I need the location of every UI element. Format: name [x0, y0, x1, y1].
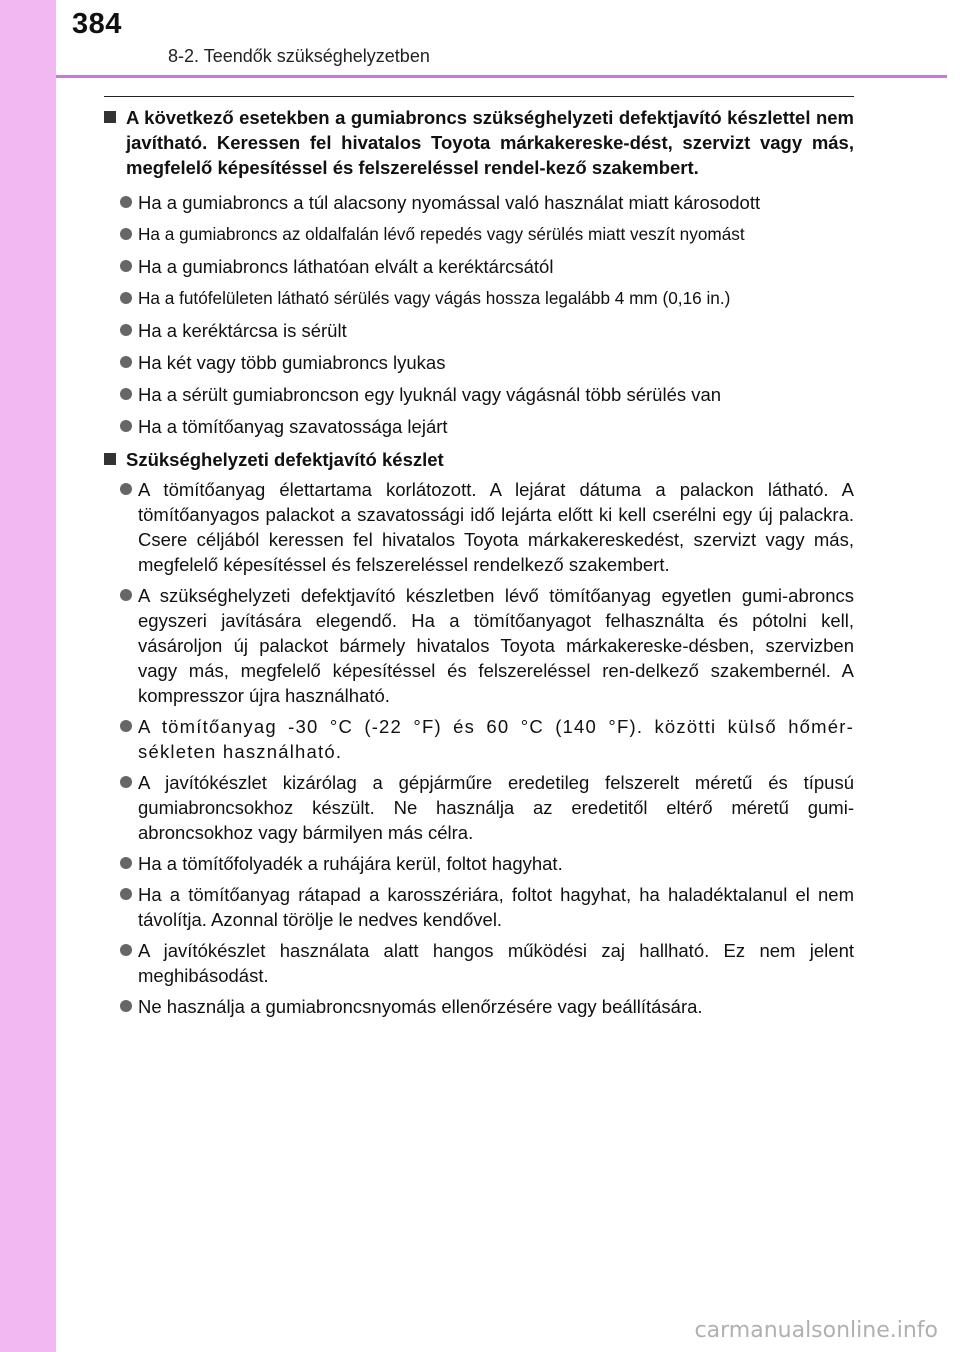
- list-item: [120, 714, 854, 764]
- list-item: [120, 583, 854, 708]
- bullet-dot-icon: [120, 292, 132, 304]
- list-item: [120, 222, 854, 247]
- bullet-list: [104, 477, 854, 1019]
- list-item-text: Ha a tömítőfolyadék a ruhájára kerül, foltot hagyhat.: [138, 853, 563, 874]
- list-item-text: A javítókészlet kizárólag a gépjárműre eredetileg felszerelt méretű és típusú gumiabroncsokhoz készült. Ne használja az eredetitől eltérő méretű gumi-abroncsokhoz vagy bármilyen más célra.: [138, 772, 854, 843]
- list-item: [120, 254, 854, 279]
- header-divider: [56, 75, 947, 78]
- section-rule: [104, 96, 854, 97]
- bullet-dot-icon: [120, 483, 132, 495]
- chapter-sidebar: [0, 0, 56, 1352]
- section-heading: [104, 447, 854, 472]
- list-item-text: Ha a gumiabroncs az oldalfalán lévő repedés vagy sérülés miatt veszít nyomást: [138, 224, 745, 244]
- list-item: [120, 318, 854, 343]
- list-item: [120, 382, 854, 407]
- list-item-text: Ha a gumiabroncs a túl alacsony nyomással való használat miatt károsodott: [138, 192, 761, 213]
- bullet-dot-icon: [120, 589, 132, 601]
- list-item: [120, 882, 854, 932]
- bullet-dot-icon: [120, 228, 132, 240]
- list-item-text: Ha két vagy több gumiabroncs lyukas: [138, 352, 446, 373]
- bullet-dot-icon: [120, 196, 132, 208]
- bullet-dot-icon: [120, 857, 132, 869]
- list-item: [120, 414, 854, 439]
- bullet-dot-icon: [120, 356, 132, 368]
- list-item-text: A tömítőanyag élettartama korlátozott. A lejárat dátuma a palackon látható. A tömítőanyagos palackot a szavatossági idő lejárta előtt ki kell cserélni egy új palackra. Csere céljából keressen fel hivatalos Toyota márkakereskedést, szervizt vagy más, megfelelő képesítéssel és felszereléssel rendelkező szakembert.: [138, 479, 854, 575]
- section-heading-text: Szükséghelyzeti defektjavító készlet: [126, 449, 444, 470]
- bullet-dot-icon: [120, 420, 132, 432]
- list-item-text: Ne használja a gumiabroncsnyomás ellenőrzésére vagy beállítására.: [138, 996, 703, 1017]
- list-item-text: Ha a keréktárcsa is sérült: [138, 320, 347, 341]
- watermark: carmanualsonline.info: [694, 1318, 938, 1343]
- list-item-text: A tömítőanyag -30 °C (-22 °F) és 60 °C (140 °F). közötti külső hőmér-sékleten használható.: [138, 716, 854, 762]
- bullet-dot-icon: [120, 324, 132, 336]
- section-heading: [104, 105, 854, 180]
- list-item: [120, 851, 854, 876]
- bullet-dot-icon: [120, 776, 132, 788]
- section-not-repairable: [104, 105, 854, 439]
- list-item-text: A javítókészlet használata alatt hangos működési zaj hallható. Ez nem jelent meghibásodást.: [138, 940, 854, 986]
- list-item-text: Ha a gumiabroncs láthatóan elvált a keréktárcsától: [138, 256, 554, 277]
- list-item-text: Ha a futófelületen látható sérülés vagy vágás hossza legalább 4 mm (0,16 in.): [138, 288, 731, 308]
- section-repair-kit: [104, 447, 854, 1019]
- bullet-dot-icon: [120, 260, 132, 272]
- list-item: [120, 994, 854, 1019]
- bullet-dot-icon: [120, 1000, 132, 1012]
- square-bullet-icon: [104, 453, 116, 465]
- list-item: [120, 350, 854, 375]
- bullet-list: [104, 190, 854, 439]
- page-content: [104, 105, 854, 1019]
- page-number: 384: [72, 8, 122, 40]
- list-item: [120, 190, 854, 215]
- list-item: [120, 938, 854, 988]
- list-item: [120, 477, 854, 577]
- list-item-text: A szükséghelyzeti defektjavító készletben lévő tömítőanyag egyetlen gumi-abroncs egyszeri javítására elegendő. Ha a tömítőanyagot felhasználta és pótolni kell, vásároljon új palackot bármely hivatalos Toyota márkakereske-désben, szervizben vagy más, megfelelő képesítéssel és felszereléssel ren-delkező szakembernél. A kompresszor újra használható.: [138, 585, 854, 706]
- bullet-dot-icon: [120, 944, 132, 956]
- list-item-text: Ha a tömítőanyag rátapad a karosszériára, foltot hagyhat, ha haladéktalanul el nem távolítja. Azonnal törölje le nedves kendővel.: [138, 884, 854, 930]
- bullet-dot-icon: [120, 388, 132, 400]
- list-item-text: Ha a sérült gumiabroncson egy lyuknál vagy vágásnál több sérülés van: [138, 384, 722, 405]
- section-heading-text: A következő esetekben a gumiabroncs szükséghelyzeti defektjavító készlettel nem javítható. Keressen fel hivatalos Toyota márkakereske-dést, szervizt vagy más, megfelelő képesítéssel és felszereléssel rendel-kező szakembert.: [126, 107, 854, 178]
- bullet-dot-icon: [120, 720, 132, 732]
- bullet-dot-icon: [120, 888, 132, 900]
- list-item: [120, 286, 854, 311]
- list-item: [120, 770, 854, 845]
- list-item-text: Ha a tömítőanyag szavatossága lejárt: [138, 416, 448, 437]
- chapter-title: 8-2. Teendők szükséghelyzetben: [168, 46, 430, 66]
- square-bullet-icon: [104, 111, 116, 123]
